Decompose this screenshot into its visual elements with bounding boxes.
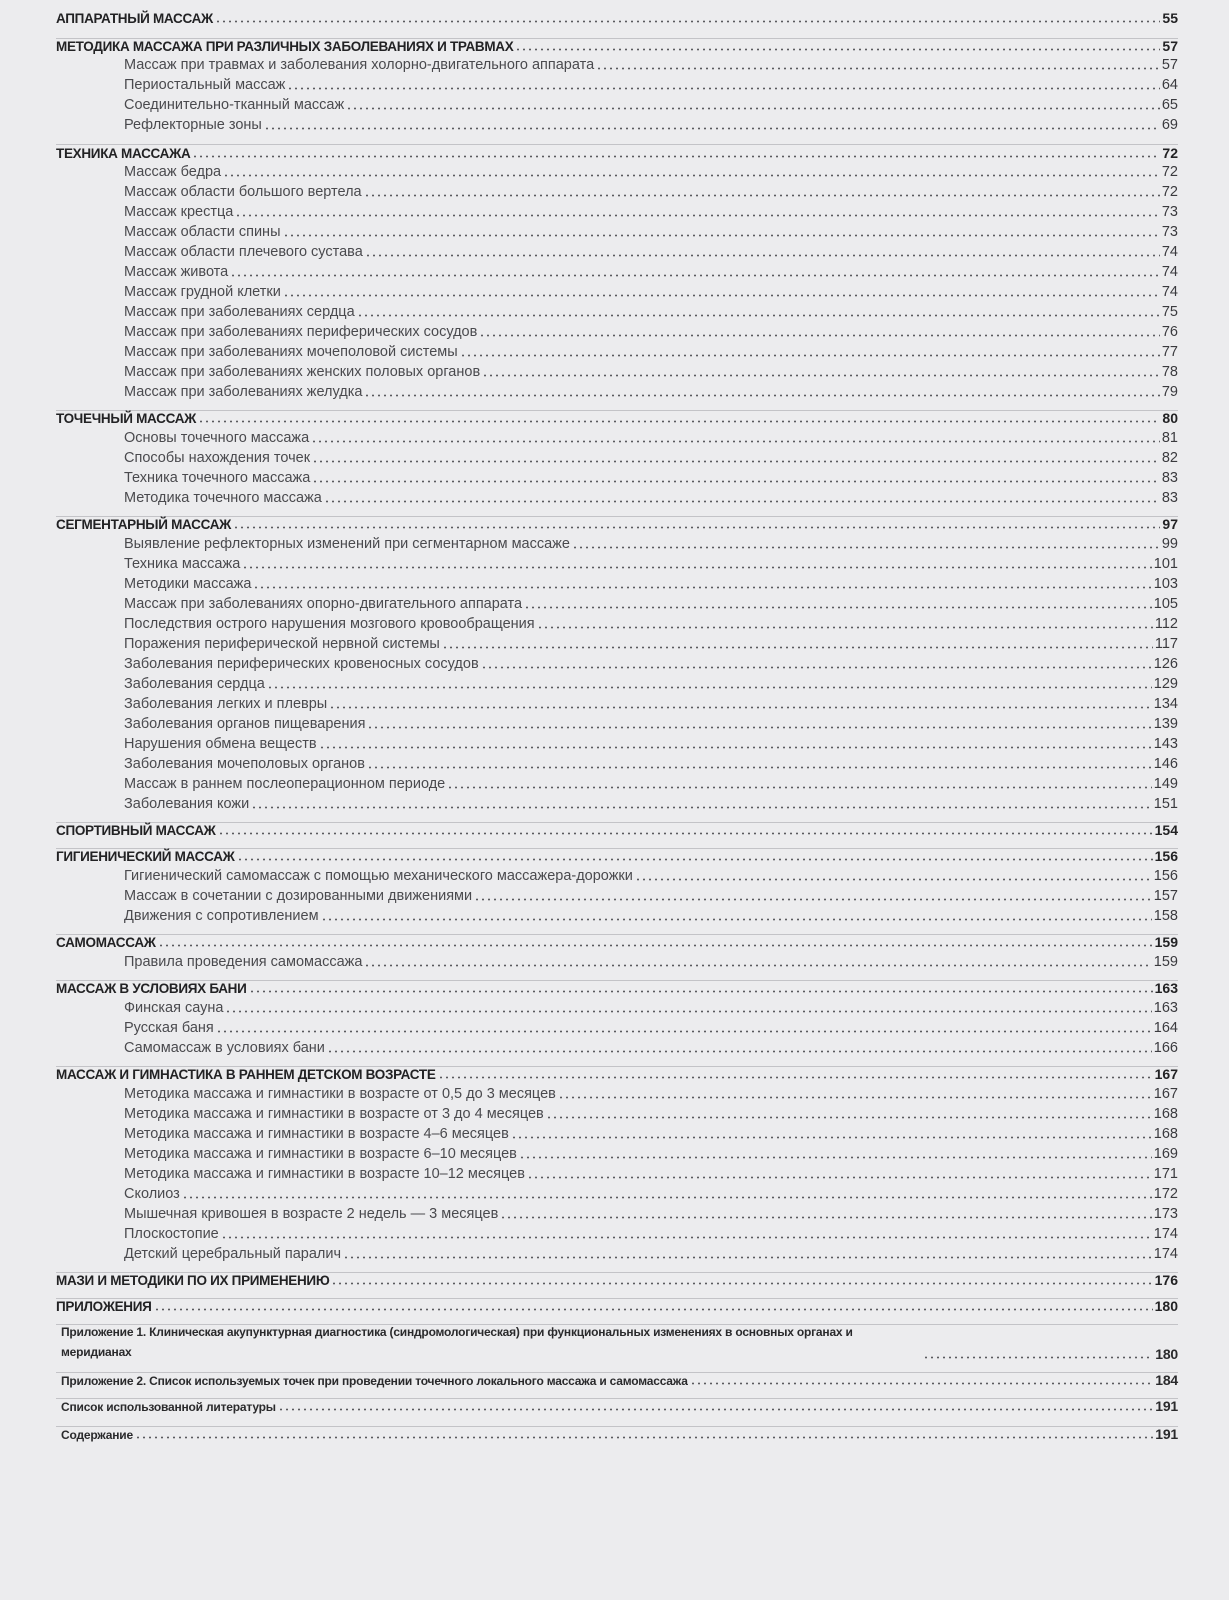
toc-entry-title: Массаж при заболеваниях мочеполовой системы bbox=[124, 344, 458, 360]
toc-subentry bbox=[124, 1244, 1178, 1262]
toc-entry-title: Список использованной литературы bbox=[61, 1400, 276, 1414]
toc-page-number: 176 bbox=[1154, 1272, 1178, 1288]
toc-page-number: 101 bbox=[1153, 556, 1178, 572]
toc-appendix-entry bbox=[61, 1424, 1178, 1442]
dot-leader bbox=[474, 898, 1152, 901]
toc-entry-title: Самомассаж в условиях бани bbox=[124, 1040, 325, 1056]
toc-entry-title: МАЗИ И МЕТОДИКИ ПО ИХ ПРИМЕНЕНИЮ bbox=[56, 1273, 330, 1288]
toc-entry-title: Массаж в раннем послеоперационном периоде bbox=[124, 776, 446, 792]
toc-subentry bbox=[124, 998, 1178, 1016]
dot-leader bbox=[346, 107, 1160, 110]
dot-leader bbox=[357, 314, 1160, 317]
toc-page-number: 164 bbox=[1153, 1020, 1178, 1036]
toc-subentry bbox=[124, 1038, 1178, 1056]
toc-entry-title: Приложение 2. Список используемых точек при проведении точечного локального массажа и самомассажа bbox=[61, 1374, 688, 1388]
dot-leader bbox=[251, 806, 1152, 809]
dot-leader bbox=[447, 786, 1152, 789]
dot-leader bbox=[182, 1196, 1152, 1199]
dot-leader bbox=[482, 374, 1160, 377]
toc-page-number: 191 bbox=[1155, 1398, 1178, 1414]
toc-subentry bbox=[124, 754, 1178, 772]
dot-leader bbox=[596, 67, 1160, 70]
toc-page-number: 105 bbox=[1153, 596, 1178, 612]
toc-subentry bbox=[124, 95, 1178, 113]
dot-leader bbox=[527, 1176, 1152, 1179]
toc-entry-title: Периостальный массаж bbox=[124, 77, 286, 93]
toc-page-number: 168 bbox=[1153, 1106, 1178, 1122]
toc-entry-title: Методика массажа и гимнастики в возрасте от 3 до 4 месяцев bbox=[124, 1106, 544, 1122]
toc-entry-title: Мышечная кривошея в возрасте 2 недель — 3 месяцев bbox=[124, 1206, 499, 1222]
toc-entry-title: ТЕХНИКА МАССАЖА bbox=[56, 146, 191, 161]
dot-leader bbox=[158, 944, 1153, 947]
dot-leader bbox=[253, 586, 1151, 589]
toc-page-number: 81 bbox=[1161, 430, 1178, 446]
toc-section-heading bbox=[56, 932, 1178, 950]
toc-page-number: 163 bbox=[1154, 980, 1178, 996]
toc-page-number: 149 bbox=[1153, 776, 1178, 792]
dot-leader bbox=[319, 746, 1152, 749]
toc-entry-title: ПРИЛОЖЕНИЯ bbox=[56, 1299, 152, 1314]
toc-page-number: 74 bbox=[1161, 244, 1178, 260]
toc-subentry bbox=[124, 162, 1178, 180]
toc-page-number: 83 bbox=[1161, 490, 1178, 506]
dot-leader bbox=[511, 1136, 1152, 1139]
toc-entry-title: Детский церебральный паралич bbox=[124, 1246, 342, 1262]
toc-subentry bbox=[124, 302, 1178, 320]
toc-page-number: 191 bbox=[1155, 1426, 1178, 1442]
toc-entry-title: Техника точечного массажа bbox=[124, 470, 311, 486]
toc-subentry bbox=[124, 282, 1178, 300]
toc-page-number: 73 bbox=[1161, 224, 1178, 240]
toc-page-number: 156 bbox=[1153, 868, 1178, 884]
toc-entry-title: СПОРТИВНЫЙ МАССАЖ bbox=[56, 823, 216, 838]
toc-entry-title: Массаж при заболеваниях женских половых органов bbox=[124, 364, 481, 380]
toc-page-number: 83 bbox=[1161, 470, 1178, 486]
toc-section-heading bbox=[56, 1064, 1178, 1082]
dot-leader bbox=[278, 1408, 1153, 1411]
toc-subentry bbox=[124, 734, 1178, 752]
dot-leader bbox=[524, 606, 1152, 609]
toc-page-number: 73 bbox=[1161, 204, 1178, 220]
toc-entry-title: Массаж при заболеваниях опорно-двигательного аппарата bbox=[124, 596, 523, 612]
toc-entry-title: Заболевания легких и плевры bbox=[124, 696, 328, 712]
toc-entry-title: МАССАЖ И ГИМНАСТИКА В РАННЕМ ДЕТСКОМ ВОЗРАСТЕ bbox=[56, 1067, 436, 1082]
toc-entry-title: Методика массажа и гимнастики в возрасте 6–10 месяцев bbox=[124, 1146, 517, 1162]
toc-subentry bbox=[124, 866, 1178, 884]
toc-entry-title: Массаж живота bbox=[124, 264, 229, 280]
toc-section-heading bbox=[56, 978, 1178, 996]
toc-subentry bbox=[124, 634, 1178, 652]
dot-leader bbox=[267, 686, 1152, 689]
toc-page-number: 174 bbox=[1153, 1226, 1178, 1242]
toc-entry-title: Последствия острого нарушения мозгового кровообращения bbox=[124, 616, 535, 632]
toc-entry-title: Заболевания кожи bbox=[124, 796, 250, 812]
toc-entry-title: Заболевания органов пищеварения bbox=[124, 716, 366, 732]
toc-page-number: 76 bbox=[1161, 324, 1178, 340]
dot-leader bbox=[287, 87, 1159, 90]
toc-section-heading bbox=[56, 1296, 1178, 1314]
toc-page-number: 154 bbox=[1154, 822, 1178, 838]
toc-subentry bbox=[124, 1018, 1178, 1036]
dot-leader bbox=[235, 214, 1160, 217]
toc-entry-title: Массаж в сочетании с дозированными движениями bbox=[124, 888, 473, 904]
toc-subentry bbox=[124, 714, 1178, 732]
dot-leader bbox=[218, 832, 1153, 835]
toc-page-number: 139 bbox=[1153, 716, 1178, 732]
toc-entry-title: МЕТОДИКА МАССАЖА ПРИ РАЗЛИЧНЫХ ЗАБОЛЕВАНИЯХ И ТРАВМАХ bbox=[56, 39, 514, 54]
toc-entry-title: Массаж при заболеваниях желудка bbox=[124, 384, 363, 400]
toc-entry-title: Рефлекторные зоны bbox=[124, 117, 262, 133]
toc-subentry bbox=[124, 1164, 1178, 1182]
toc-page-number: 156 bbox=[1154, 848, 1178, 864]
toc-page-number: 97 bbox=[1162, 516, 1178, 532]
toc-page-number: 180 bbox=[1154, 1298, 1178, 1314]
toc-entry-title: Правила проведения самомассажа bbox=[124, 954, 363, 970]
toc-page-number: 169 bbox=[1153, 1146, 1178, 1162]
toc-page-number: 129 bbox=[1153, 676, 1178, 692]
dot-leader bbox=[558, 1096, 1152, 1099]
toc-subentry bbox=[124, 468, 1178, 486]
dot-leader bbox=[923, 1356, 1153, 1359]
toc-subentry bbox=[124, 202, 1178, 220]
toc-entry-title: Массаж области большого вертела bbox=[124, 184, 362, 200]
toc-subentry bbox=[124, 694, 1178, 712]
toc-page-number: 69 bbox=[1161, 117, 1178, 133]
toc-entry-title: Нарушения обмена веществ bbox=[124, 736, 317, 752]
dot-leader bbox=[225, 1010, 1151, 1013]
dot-leader bbox=[367, 766, 1152, 769]
toc-subentry bbox=[124, 614, 1178, 632]
toc-subentry bbox=[124, 1084, 1178, 1102]
toc-entry-title: Техника массажа bbox=[124, 556, 241, 572]
dot-leader bbox=[216, 1030, 1152, 1033]
dot-leader bbox=[237, 858, 1153, 861]
toc-subentry bbox=[124, 428, 1178, 446]
toc-subentry bbox=[124, 886, 1178, 904]
toc-subentry bbox=[124, 1204, 1178, 1222]
dot-leader bbox=[283, 234, 1160, 237]
dot-leader bbox=[690, 1382, 1154, 1385]
toc-subentry bbox=[124, 448, 1178, 466]
dot-leader bbox=[460, 354, 1160, 357]
toc-entry-title: Массаж бедра bbox=[124, 164, 222, 180]
toc-page-number: 184 bbox=[1155, 1372, 1178, 1388]
toc-page-number: 167 bbox=[1153, 1086, 1178, 1102]
toc-page-number: 173 bbox=[1153, 1206, 1178, 1222]
dot-leader bbox=[223, 174, 1160, 177]
toc-entry-title: Массаж области плечевого сустава bbox=[124, 244, 363, 260]
dot-leader bbox=[135, 1436, 1153, 1439]
dot-leader bbox=[519, 1156, 1152, 1159]
toc-page-number: 174 bbox=[1153, 1246, 1178, 1262]
toc-entry-title: Выявление рефлекторных изменений при сегментарном массаже bbox=[124, 536, 570, 552]
toc-appendix-entry bbox=[61, 1370, 1178, 1388]
toc-entry-title: Финская сауна bbox=[124, 1000, 224, 1016]
toc-subentry bbox=[124, 382, 1178, 400]
toc-page-number: 74 bbox=[1161, 264, 1178, 280]
dot-leader bbox=[546, 1116, 1152, 1119]
toc-entry-title: Русская баня bbox=[124, 1020, 214, 1036]
toc-entry-title: Методика точечного массажа bbox=[124, 490, 322, 506]
toc-entry-title: Массаж грудной клетки bbox=[124, 284, 281, 300]
toc-subentry bbox=[124, 75, 1178, 93]
dot-leader bbox=[312, 460, 1160, 463]
toc-page-number: 157 bbox=[1153, 888, 1178, 904]
dot-leader bbox=[249, 990, 1153, 993]
dot-leader bbox=[230, 274, 1160, 277]
toc-page-number: 159 bbox=[1154, 934, 1178, 950]
toc-subentry bbox=[124, 574, 1178, 592]
toc-entry-title: Массаж при заболеваниях периферических сосудов bbox=[124, 324, 478, 340]
dot-leader bbox=[329, 706, 1152, 709]
dot-leader bbox=[364, 194, 1160, 197]
dot-leader bbox=[500, 1216, 1152, 1219]
dot-leader bbox=[635, 878, 1152, 881]
toc-subentry bbox=[124, 362, 1178, 380]
dot-leader bbox=[479, 334, 1160, 337]
toc-entry-title: СЕГМЕНТАРНЫЙ МАССАЖ bbox=[56, 517, 232, 532]
toc-page-number: 168 bbox=[1153, 1126, 1178, 1142]
toc-subentry bbox=[124, 674, 1178, 692]
toc-entry-title: САМОМАССАЖ bbox=[56, 935, 156, 950]
toc-section-heading bbox=[56, 1270, 1178, 1288]
toc-page-number: 75 bbox=[1161, 304, 1178, 320]
toc-section-heading bbox=[56, 143, 1178, 161]
toc-subentry bbox=[124, 1144, 1178, 1162]
toc-entry-title: Заболевания мочеполовых органов bbox=[124, 756, 365, 772]
toc-section-heading bbox=[56, 514, 1178, 532]
dot-leader bbox=[311, 440, 1160, 443]
dot-leader bbox=[242, 566, 1152, 569]
toc-entry-title: Гигиенический самомассаж с помощью механического массажера-дорожки bbox=[124, 868, 633, 884]
toc-subentry bbox=[124, 952, 1178, 970]
toc-subentry bbox=[124, 115, 1178, 133]
toc-subentry bbox=[124, 594, 1178, 612]
toc-entry-title: Способы нахождения точек bbox=[124, 450, 311, 466]
toc-entry-title: Методики массажа bbox=[124, 576, 252, 592]
dot-leader bbox=[364, 964, 1151, 967]
toc-appendix-entry bbox=[61, 1396, 1178, 1414]
toc-subentry bbox=[124, 534, 1178, 552]
toc-page-number: 80 bbox=[1162, 410, 1178, 426]
toc-page-number: 163 bbox=[1153, 1000, 1178, 1016]
toc-entry-title: Массаж при заболеваниях сердца bbox=[124, 304, 355, 320]
toc-page-number: 126 bbox=[1153, 656, 1178, 672]
toc-page-number: 74 bbox=[1161, 284, 1178, 300]
toc-entry-title: ТОЧЕЧНЫЙ МАССАЖ bbox=[56, 411, 197, 426]
toc-entry-title: Приложение 1. Клиническая акупунктурная диагностика (синдромологическая) при функциональных изменениях в основных органах и меридианах bbox=[61, 1325, 853, 1359]
toc-subentry bbox=[124, 488, 1178, 506]
toc-page-number: 112 bbox=[1154, 616, 1178, 632]
toc-page-number: 55 bbox=[1162, 10, 1178, 26]
toc-page-number: 79 bbox=[1161, 384, 1178, 400]
toc-subentry bbox=[124, 774, 1178, 792]
toc-page-number: 82 bbox=[1161, 450, 1178, 466]
toc-page-number: 72 bbox=[1161, 164, 1178, 180]
dot-leader bbox=[537, 626, 1153, 629]
toc-page-number: 57 bbox=[1161, 57, 1178, 73]
toc-page-number: 117 bbox=[1154, 636, 1178, 652]
toc-page-number: 65 bbox=[1161, 97, 1178, 113]
toc-page-number: 78 bbox=[1161, 364, 1178, 380]
toc-entry-title: Сколиоз bbox=[124, 1186, 180, 1202]
toc-subentry bbox=[124, 654, 1178, 672]
toc-subentry bbox=[124, 1124, 1178, 1142]
dot-leader bbox=[364, 394, 1159, 397]
toc-entry-title: Поражения периферической нервной системы bbox=[124, 636, 440, 652]
toc-page-number: 167 bbox=[1154, 1066, 1178, 1082]
toc-page-number: 151 bbox=[1153, 796, 1178, 812]
toc-subentry bbox=[124, 1184, 1178, 1202]
toc-entry-title: Содержание bbox=[61, 1428, 133, 1442]
toc-page-number: 159 bbox=[1153, 954, 1178, 970]
toc-entry-title: Плоскостопие bbox=[124, 1226, 219, 1242]
toc-entry-title: Методика массажа и гимнастики в возрасте 10–12 месяцев bbox=[124, 1166, 525, 1182]
dot-leader bbox=[312, 480, 1160, 483]
toc-page-number: 166 bbox=[1153, 1040, 1178, 1056]
dot-leader bbox=[324, 500, 1160, 503]
toc-page-number: 171 bbox=[1153, 1166, 1178, 1182]
toc-page-number: 99 bbox=[1161, 536, 1178, 552]
toc-subentry bbox=[124, 222, 1178, 240]
toc-entry-title: Заболевания периферических кровеносных сосудов bbox=[124, 656, 479, 672]
toc-page-number: 134 bbox=[1153, 696, 1178, 712]
toc-page-number: 64 bbox=[1161, 77, 1178, 93]
dot-leader bbox=[154, 1308, 1153, 1311]
dot-leader bbox=[515, 48, 1160, 51]
toc-page-number: 103 bbox=[1153, 576, 1178, 592]
toc-appendix-entry bbox=[61, 1322, 1178, 1362]
dot-leader bbox=[331, 1282, 1152, 1285]
toc-subentry bbox=[124, 906, 1178, 924]
toc-page-number: 72 bbox=[1161, 184, 1178, 200]
dot-leader bbox=[367, 726, 1151, 729]
toc-subentry bbox=[124, 794, 1178, 812]
toc-entry-title: Соединительно-тканный массаж bbox=[124, 97, 345, 113]
toc-subentry bbox=[124, 55, 1178, 73]
dot-leader bbox=[365, 254, 1160, 257]
toc-entry-title: Массаж при травмах и заболевания холорно-двигательного аппарата bbox=[124, 57, 595, 73]
toc-entry-title: Методика массажа и гимнастики в возрасте 4–6 месяцев bbox=[124, 1126, 509, 1142]
toc-section-heading bbox=[56, 8, 1178, 26]
dot-leader bbox=[481, 666, 1152, 669]
toc-page-number: 146 bbox=[1153, 756, 1178, 772]
dot-leader bbox=[215, 20, 1160, 23]
toc-section-heading bbox=[56, 36, 1178, 54]
toc-section-heading bbox=[56, 820, 1178, 838]
toc-section-heading bbox=[56, 846, 1178, 864]
dot-leader bbox=[572, 546, 1160, 549]
toc-subentry bbox=[124, 322, 1178, 340]
toc-entry-title: Методика массажа и гимнастики в возрасте от 0,5 до 3 месяцев bbox=[124, 1086, 556, 1102]
toc-entry-title: Заболевания сердца bbox=[124, 676, 265, 692]
toc-entry-title: Массаж области спины bbox=[124, 224, 281, 240]
toc-subentry bbox=[124, 342, 1178, 360]
toc-subentry bbox=[124, 242, 1178, 260]
toc-entry-title: АППАРАТНЫЙ МАССАЖ bbox=[56, 11, 213, 26]
dot-leader bbox=[283, 294, 1160, 297]
toc-page-number: 143 bbox=[1153, 736, 1178, 752]
toc-entry-title: Массаж крестца bbox=[124, 204, 234, 220]
dot-leader bbox=[442, 646, 1153, 649]
toc-page-number: 57 bbox=[1162, 38, 1178, 54]
toc-page-number: 77 bbox=[1161, 344, 1178, 360]
toc-subentry bbox=[124, 1224, 1178, 1242]
dot-leader bbox=[233, 526, 1160, 529]
dot-leader bbox=[221, 1236, 1152, 1239]
dot-leader bbox=[343, 1256, 1152, 1259]
toc-entry-title: МАССАЖ В УСЛОВИЯХ БАНИ bbox=[56, 981, 247, 996]
toc-subentry bbox=[124, 182, 1178, 200]
toc-page-number: 72 bbox=[1162, 145, 1178, 161]
toc-subentry bbox=[124, 1104, 1178, 1122]
dot-leader bbox=[327, 1050, 1152, 1053]
toc-entry-title: ГИГИЕНИЧЕСКИЙ МАССАЖ bbox=[56, 849, 235, 864]
toc-page-number: 172 bbox=[1153, 1186, 1178, 1202]
toc-entry-title: Движения с сопротивлением bbox=[124, 908, 319, 924]
toc-page-number: 158 bbox=[1153, 908, 1178, 924]
dot-leader bbox=[192, 155, 1160, 158]
toc-entry-title: Основы точечного массажа bbox=[124, 430, 310, 446]
toc-subentry bbox=[124, 262, 1178, 280]
toc-section-heading bbox=[56, 408, 1178, 426]
dot-leader bbox=[198, 420, 1160, 423]
dot-leader bbox=[438, 1076, 1153, 1079]
toc-page-number: 180 bbox=[1155, 1346, 1178, 1362]
dot-leader bbox=[264, 127, 1160, 130]
toc-subentry bbox=[124, 554, 1178, 572]
dot-leader bbox=[321, 918, 1152, 921]
